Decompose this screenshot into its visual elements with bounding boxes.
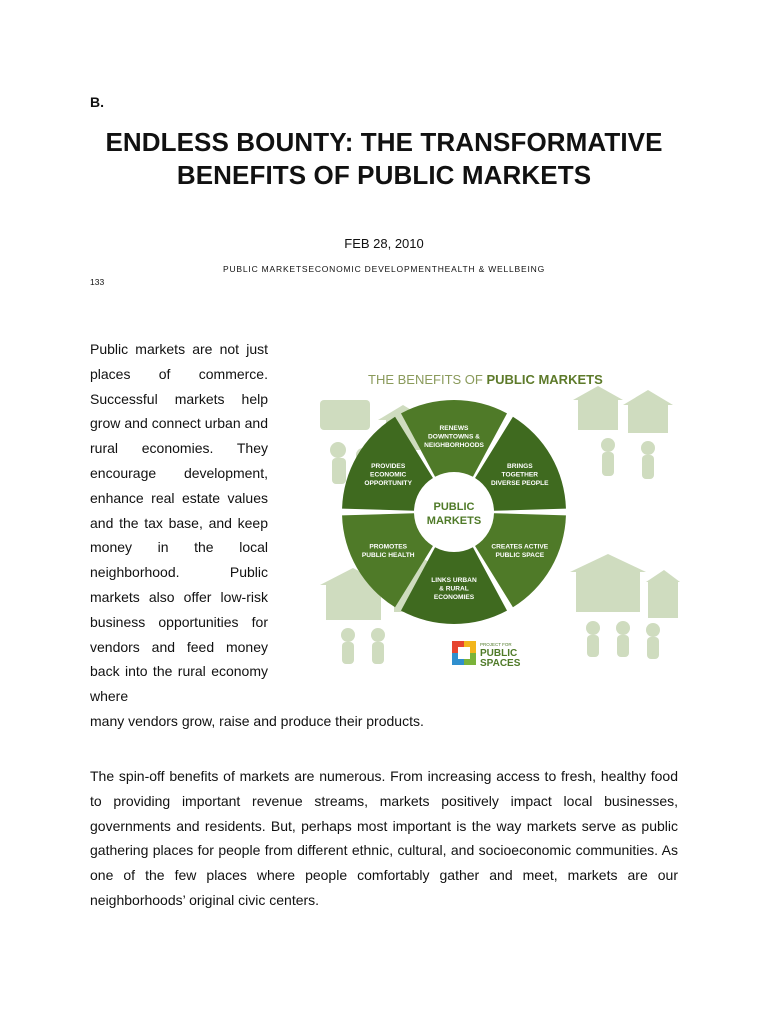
wheel-segment-label-line: & RURAL [439,585,469,593]
wheel-segment-label [491,543,548,559]
pps-logo-mark [452,641,476,665]
article-tags[interactable]: PUBLIC MARKETSECONOMIC DEVELOPMENTHEALTH & WELLBEING [223,264,545,274]
wheel-segment-label-line: CREATES ACTIVE [491,543,549,551]
article-title: ENDLESS BOUNTY: THE TRANSFORMATIVE BENEFITS OF PUBLIC MARKETS [105,127,663,190]
wheel-segment-label-line: PUBLIC SPACE [495,551,545,559]
paragraph-2: The spin-off benefits of markets are numerous. From increasing access to fresh, healthy food to providing important revenue streams, markets positively impact local businesses, governments and residents. But, perhaps most important is the way markets serve as public gathering places for people from different ethnic, cultural, and socioeconomic communities. As one of the few places where people comfortably gather and meet, markets are our neighborhoods’ original civic centers. [90,768,678,908]
article-date: FEB 28, 2010 [344,236,424,251]
pps-logo-line2: SPACES [480,658,521,669]
comment-count: 133 [90,277,105,287]
wheel-segment-label-line: NEIGHBORHOODS [424,442,484,449]
wheel-center-line2: MARKETS [426,515,482,527]
wheel-center-line1: PUBLIC [433,501,475,513]
infographic-svg [308,360,680,672]
paragraph-1-last-line: many vendors grow, raise and produce their products. [90,712,424,729]
paragraph-1-wrapped: Public markets are not just places of commerce. Successful markets help grow and connect urban and rural economies. They encourage development, enhance real estate values and the tax base, and keep money in the local neighborhood. Public markets also offer low-risk business opportunities for vendors and feed money back into the rural economy where [90,341,268,705]
wheel-segment-label-line: ECONOMIES [433,594,475,601]
infographic-heading-plain: THE BENEFITS OF [368,372,487,387]
wheel-segment-label [362,543,415,559]
wheel-segment-label-line: ECONOMIC [370,471,407,479]
benefits-infographic [308,360,680,672]
wheel-segment-label-line: PUBLIC HEALTH [361,551,415,559]
pps-logo [452,641,521,669]
wheel-segment-label-line: LINKS URBAN [431,577,477,584]
wheel-segment-label-line: RENEWS [439,425,469,432]
illustration-people-right [573,386,673,479]
wheel-segment-label-line: OPPORTUNITY [364,480,412,487]
pps-logo-line1: PUBLIC [480,648,518,659]
pps-logo-small: PROJECT FOR [480,642,512,647]
wheel-segment-label-line: PROMOTES [369,543,408,551]
wheel-segment-label-line: DOWNTOWNS & [428,433,480,441]
wheel-segment-label-line: BRINGS [506,463,533,470]
wheel-segment-label-line: PROVIDES [371,463,406,470]
illustration-bottom-right [570,554,680,659]
section-letter: B. [90,94,104,110]
wheel-segment-label-line: TOGETHER [501,471,539,479]
wheel-segment-label-line: DIVERSE PEOPLE [491,480,549,487]
infographic-heading [368,372,603,387]
infographic-heading-bold: PUBLIC MARKETS [486,372,603,387]
